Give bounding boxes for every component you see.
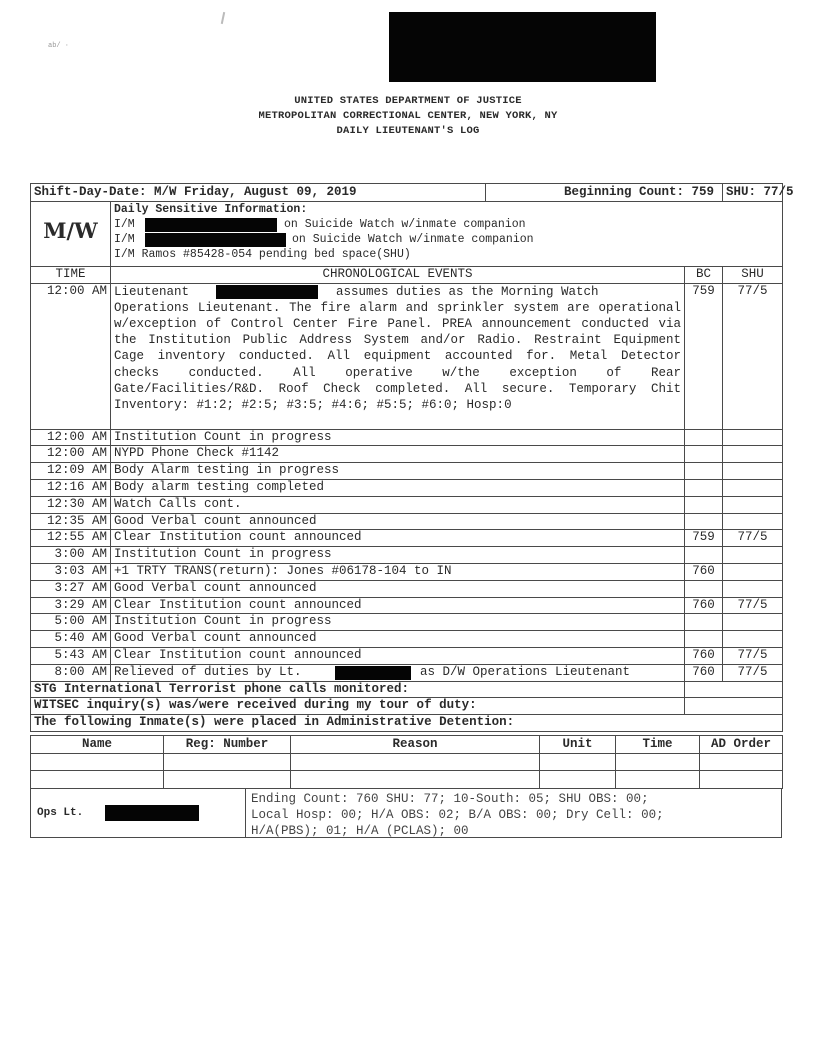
- event-shu: 77/5: [723, 597, 783, 614]
- event-time: 12:00 AM: [31, 429, 111, 446]
- event-text: Good Verbal count announced: [111, 513, 685, 530]
- admin-cell: [31, 771, 164, 789]
- event-bc: 760: [685, 664, 723, 681]
- ops-lt-label: Ops Lt.: [37, 807, 84, 819]
- ending-count: [251, 791, 779, 839]
- event-text: [111, 283, 685, 429]
- event-text: Watch Calls cont.: [111, 496, 685, 513]
- event-shu: [723, 563, 783, 580]
- event-shu: [723, 429, 783, 446]
- admin-cell: [700, 771, 783, 789]
- admin-cell: [164, 771, 291, 789]
- event-text: Clear Institution count announced: [111, 530, 685, 547]
- sensitive-prefix: I/M: [114, 232, 135, 246]
- event-shu: [723, 631, 783, 648]
- col-shu: SHU: [723, 266, 783, 283]
- redaction-block: [335, 666, 411, 680]
- event-text: Good Verbal count announced: [111, 631, 685, 648]
- summary-row: [31, 184, 783, 202]
- event-lt-duties: assumes duties as the Morning Watch: [336, 284, 599, 299]
- event-bc: [685, 547, 723, 564]
- note-row: [31, 681, 783, 698]
- admin-cell: [164, 753, 291, 771]
- col-events: CHRONOLOGICAL EVENTS: [111, 266, 685, 283]
- note-admin: The following Inmate(s) were placed in Administrative Detention:: [31, 715, 783, 732]
- ops-lt-cell: [31, 789, 246, 837]
- event-bc: [685, 631, 723, 648]
- shift-code: [31, 201, 111, 266]
- event-row: [31, 563, 783, 580]
- admin-col-time: Time: [616, 736, 700, 754]
- admin-cell: [540, 771, 616, 789]
- event-bc: [685, 496, 723, 513]
- sensitive-title: Daily Sensitive Information:: [114, 202, 308, 216]
- admin-col-reg: Reg: Number: [164, 736, 291, 754]
- admin-col-ad-order: AD Order: [700, 736, 783, 754]
- event-time: 3:29 AM: [31, 597, 111, 614]
- event-time: 12:00 AM: [31, 446, 111, 463]
- note-row: [31, 698, 783, 715]
- event-bc: 760: [685, 597, 723, 614]
- admin-header-row: [31, 736, 783, 754]
- admin-cell: [31, 753, 164, 771]
- event-time: 12:16 AM: [31, 479, 111, 496]
- scan-mark: ab/ ·: [48, 42, 70, 50]
- admin-empty-row: [31, 753, 783, 771]
- event-bc: 760: [685, 647, 723, 664]
- event-bc: [685, 513, 723, 530]
- relief-text: Relieved of duties by Lt.: [114, 664, 302, 679]
- event-line-first: [114, 284, 681, 300]
- sensitive-prefix: I/M: [114, 217, 135, 231]
- event-text: Clear Institution count announced: [111, 597, 685, 614]
- event-shu: [723, 513, 783, 530]
- event-bc: [685, 429, 723, 446]
- event-shu: 77/5: [723, 647, 783, 664]
- sensitive-info: [111, 201, 783, 266]
- event-bc: [685, 580, 723, 597]
- event-shu: [723, 479, 783, 496]
- event-bc: [685, 614, 723, 631]
- event-bc: [685, 479, 723, 496]
- event-text: Institution Count in progress: [111, 429, 685, 446]
- ending-line: Local Hosp: 00; H/A OBS: 02; B/A OBS: 00; Dry Cell: 00;: [251, 808, 664, 822]
- event-row: [31, 496, 783, 513]
- sensitive-text: on Suicide Watch w/inmate companion: [284, 217, 526, 231]
- sensitive-entry: I/M Ramos #85428-054 pending bed space(SHU): [114, 247, 411, 261]
- event-text: Institution Count in progress: [111, 614, 685, 631]
- event-row: [31, 597, 783, 614]
- redaction-block: [216, 285, 318, 299]
- event-text: +1 TRTY TRANS(return): Jones #06178-104 to IN: [111, 563, 685, 580]
- col-bc: BC: [685, 266, 723, 283]
- event-row: [31, 429, 783, 446]
- event-row: [31, 283, 783, 429]
- event-row: [31, 664, 783, 681]
- admin-col-reason: Reason: [291, 736, 540, 754]
- admin-cell: [291, 753, 540, 771]
- sensitive-entry: [114, 232, 779, 247]
- beginning-count: Beginning Count: 759: [486, 184, 723, 202]
- ending-line: Ending Count: 760 SHU: 77; 10-South: 05; SHU OBS: 00;: [251, 792, 649, 806]
- event-text: NYPD Phone Check #1142: [111, 446, 685, 463]
- scan-mark: [221, 12, 225, 24]
- note-row: [31, 715, 783, 732]
- note-stg: STG International Terrorist phone calls monitored:: [31, 681, 685, 698]
- event-time: 3:27 AM: [31, 580, 111, 597]
- redaction-block: [145, 218, 277, 232]
- event-time: 5:43 AM: [31, 647, 111, 664]
- event-row: [31, 479, 783, 496]
- admin-cell: [540, 753, 616, 771]
- redaction-block: [145, 233, 286, 247]
- event-row: [31, 446, 783, 463]
- relief-text-end: as D/W Operations Lieutenant: [420, 664, 631, 679]
- header-log-title: DAILY LIEUTENANT'S LOG: [336, 125, 480, 137]
- event-text: Body Alarm testing in progress: [111, 463, 685, 480]
- event-row: [31, 614, 783, 631]
- admin-cell: [616, 771, 700, 789]
- redaction-block: [105, 805, 199, 821]
- event-time: 12:09 AM: [31, 463, 111, 480]
- admin-col-unit: Unit: [540, 736, 616, 754]
- event-shu: [723, 446, 783, 463]
- ending-line: H/A(PBS); 01; H/A (PCLAS); 00: [251, 824, 469, 838]
- event-time: 5:00 AM: [31, 614, 111, 631]
- event-row: [31, 580, 783, 597]
- event-bc: 759: [685, 283, 723, 429]
- event-bc: [685, 463, 723, 480]
- header-facility: METROPOLITAN CORRECTIONAL CENTER, NEW YORK, NY: [258, 110, 558, 122]
- event-bc: 760: [685, 563, 723, 580]
- note-value: [685, 681, 783, 698]
- event-shu: [723, 547, 783, 564]
- event-text: Body alarm testing completed: [111, 479, 685, 496]
- event-text: Institution Count in progress: [111, 547, 685, 564]
- shift-code-label: M/W: [43, 218, 98, 244]
- admin-detention-table: [30, 735, 783, 789]
- event-time: 12:35 AM: [31, 513, 111, 530]
- redaction-block: [389, 12, 656, 82]
- event-bc: [685, 446, 723, 463]
- event-shu: [723, 614, 783, 631]
- event-time: 5:40 AM: [31, 631, 111, 648]
- event-shu: 77/5: [723, 530, 783, 547]
- admin-col-name: Name: [31, 736, 164, 754]
- sensitive-text: on Suicide Watch w/inmate companion: [292, 232, 534, 246]
- shu-count: SHU: 77/5: [723, 184, 783, 202]
- event-lt-word: Lieutenant: [114, 284, 190, 299]
- event-shu: 77/5: [723, 283, 783, 429]
- admin-cell: [291, 771, 540, 789]
- event-time: 8:00 AM: [31, 664, 111, 681]
- event-body: Operations Lieutenant. The fire alarm and sprinkler system are operational w/exception of Control Center Fire Panel. PREA announcement conducted via the Institution Public Address System and/or Radio. Restraint Equipment Cage inventory conducted. All equipment accounted for. Metal Detector checks conducted. All operative w/the exception of Rear Gate/Facilities/R&D. Roof Check completed. All secure. Temporary Chit Inventory: #1:2; #2:5; #3:5; #4:6; #5:5; #6:0; Hosp:0: [114, 300, 681, 413]
- shift-date: Shift-Day-Date: M/W Friday, August 09, 2019: [31, 184, 486, 202]
- event-shu: [723, 496, 783, 513]
- event-time: 12:55 AM: [31, 530, 111, 547]
- event-shu: 77/5: [723, 664, 783, 681]
- event-list: [31, 429, 783, 664]
- admin-cell: [616, 753, 700, 771]
- event-shu: [723, 463, 783, 480]
- header-agency: UNITED STATES DEPARTMENT OF JUSTICE: [294, 95, 522, 107]
- event-text: Clear Institution count announced: [111, 647, 685, 664]
- note-value: [685, 698, 783, 715]
- event-shu: [723, 580, 783, 597]
- event-bc: 759: [685, 530, 723, 547]
- event-row: [31, 631, 783, 648]
- note-witsec: WITSEC inquiry(s) was/were received during my tour of duty:: [31, 698, 685, 715]
- event-time: 12:30 AM: [31, 496, 111, 513]
- event-time: 3:03 AM: [31, 563, 111, 580]
- col-time: TIME: [31, 266, 111, 283]
- admin-cell: [700, 753, 783, 771]
- event-row: [31, 647, 783, 664]
- event-text: Good Verbal count announced: [111, 580, 685, 597]
- event-time: 3:00 AM: [31, 547, 111, 564]
- admin-empty-row: [31, 771, 783, 789]
- footer-box: [30, 788, 782, 838]
- event-row: [31, 513, 783, 530]
- event-text: [111, 664, 685, 681]
- log-table: [30, 183, 794, 732]
- column-header-row: [31, 266, 783, 283]
- event-row: [31, 463, 783, 480]
- sensitive-row: [31, 201, 783, 266]
- event-time: 12:00 AM: [31, 283, 111, 429]
- event-row: [31, 547, 783, 564]
- event-row: [31, 530, 783, 547]
- sensitive-entry: [114, 217, 779, 232]
